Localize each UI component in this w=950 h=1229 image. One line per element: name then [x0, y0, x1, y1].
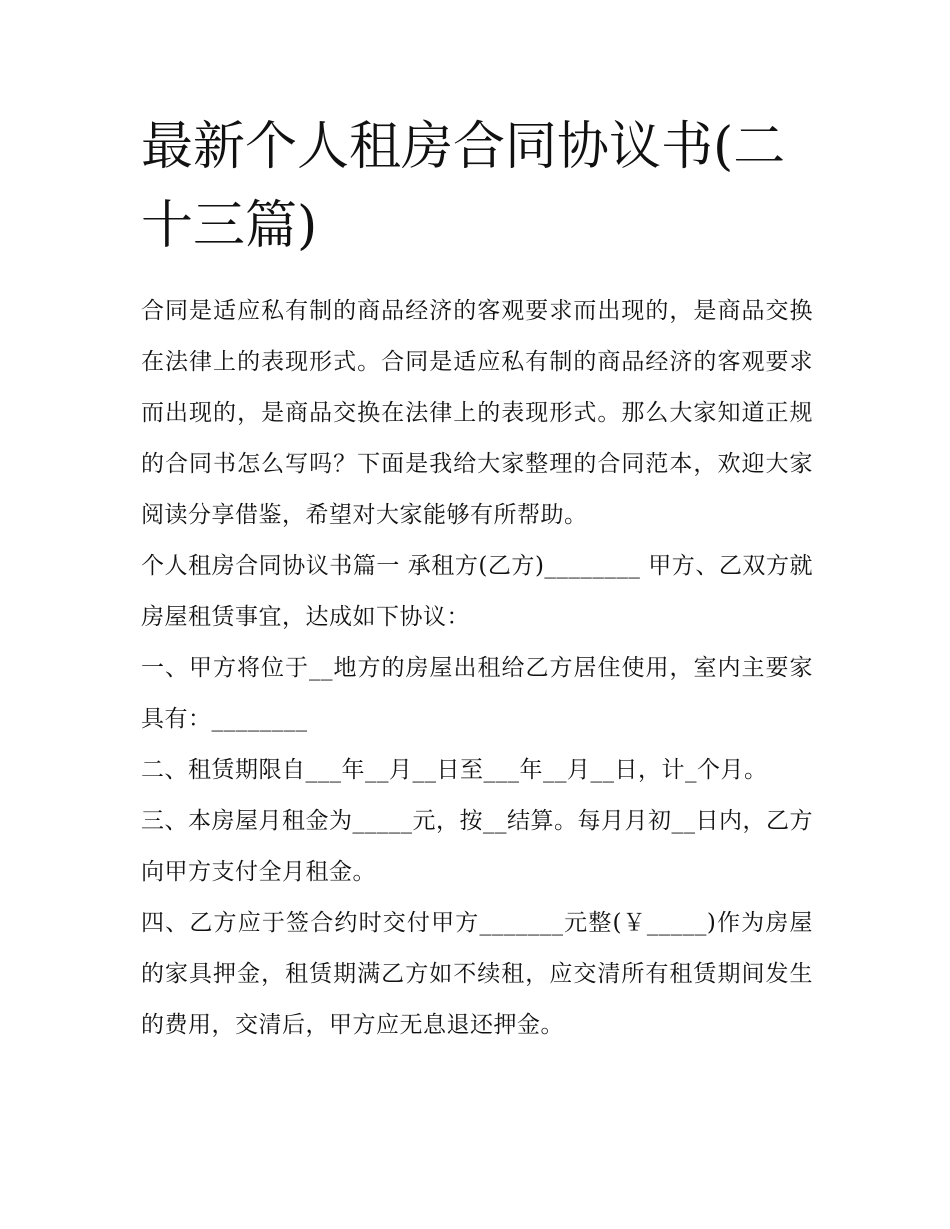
clause-3-paragraph: 三、本房屋月租金为_____元，按__结算。每月月初__日内，乙方向甲方支付全月租金。: [141, 808, 813, 885]
clause-1-paragraph: 一、甲方将位于__地方的房屋出租给乙方居住使用，室内主要家具有：________: [141, 655, 813, 732]
intro-paragraph: 合同是适应私有制的商品经济的客观要求而出现的，是商品交换在法律上的表现形式。合同是适应私有制的商品经济的客观要求而出现的，是商品交换在法律上的表现形式。那么大家知道正规的合同书怎么写吗？下面是我给大家整理的合同范本，欢迎大家阅读分享借鉴，希望对大家能够有所帮助。: [141, 298, 813, 528]
document-body: [141, 286, 813, 1051]
clause-2-paragraph: 二、租赁期限自___年__月__日至___年__月__日，计_个月。: [141, 757, 768, 783]
contract-heading-paragraph: 个人租房合同协议书篇一 承租方(乙方)________ 甲方、乙双方就房屋租赁事宜，达成如下协议：: [141, 553, 813, 630]
clause-4-paragraph: 四、乙方应于签合约时交付甲方_______元整(￥_____)作为房屋的家具押金，租赁期满乙方如不续租，应交清所有租赁期间发生的费用，交清后，甲方应无息退还押金。: [141, 910, 813, 1038]
document-page: [141, 108, 813, 1051]
document-title: 最新个人租房合同协议书(二十三篇): [141, 117, 786, 256]
